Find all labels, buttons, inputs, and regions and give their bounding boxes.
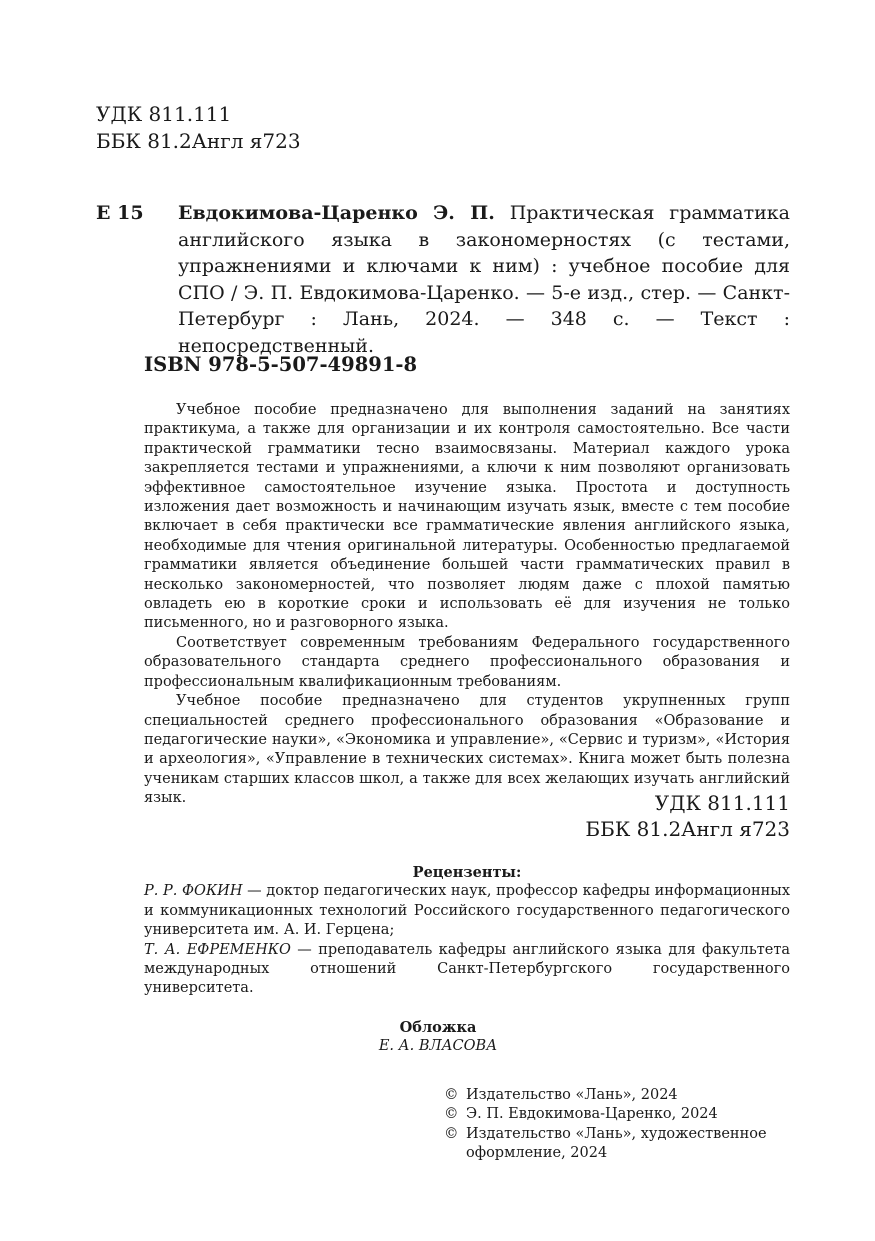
bibliographic-record xyxy=(96,200,790,359)
bottom-classification-codes xyxy=(560,790,790,842)
cover-heading: Обложка xyxy=(399,1019,477,1036)
reviewer-description: — преподаватель кафедры английского языка для факультета международных отношений Санкт-Петербургского государственного университета. xyxy=(144,941,790,997)
copyright-text: Издательство «Лань», 2024 xyxy=(466,1087,678,1103)
bibliographic-description: Практическая грамматика английского языка в закономерностях (с тестами, упражнениями и ключами к ним) : учебное пособие для СПО / Э. П. Евдокимова-Царенко. — 5-е изд., стер. — Санкт-Петербург : Лань, 2024. — 348 с. — Текст : непосредственный. xyxy=(178,202,790,357)
reviewer-name: Р. Р. ФОКИН xyxy=(144,883,243,900)
copyright-symbol: © xyxy=(444,1087,459,1103)
reviewer-entry xyxy=(144,882,790,940)
copyright-symbol: © xyxy=(444,1106,459,1123)
copyright-line xyxy=(444,1086,790,1105)
udk-code: УДК 811.111 xyxy=(96,102,232,126)
reviewers-heading: Рецензенты: xyxy=(412,864,522,881)
bibliographic-entry xyxy=(178,200,790,359)
annotation-paragraph: Соответствует современным требованиям Федерального государственного образовательного стандарта среднего профессионального образования и профессиональным квалификационным требованиям. xyxy=(144,634,790,690)
copyright-line xyxy=(444,1105,790,1124)
reviewer-description: — доктор педагогических наук, профессор кафедры информационных и коммуникационных технологий Российского государственного педагогического университета им. А. И. Герцена; xyxy=(144,883,790,939)
isbn: ISBN 978-5-507-49891-8 xyxy=(144,353,418,376)
cover-credit xyxy=(300,1018,576,1057)
reviewer-entry xyxy=(144,941,790,999)
copyright-text: Э. П. Евдокимова-Царенко, 2024 xyxy=(466,1106,718,1123)
author-mark: Е 15 xyxy=(96,202,144,224)
copyright-text: Издательство «Лань», художественное оформление, 2024 xyxy=(466,1125,767,1162)
top-classification-codes xyxy=(96,101,301,155)
udk-code-bottom: УДК 811.111 xyxy=(654,791,790,815)
copyright-symbol: © xyxy=(444,1125,459,1142)
reviewers-section xyxy=(144,863,790,999)
copyright-line xyxy=(444,1125,790,1164)
annotation-paragraph: Учебное пособие предназначено для выполнения заданий на занятиях практикума, а также для организации и их контроля самостоятельно. Все части практической грамматики тесно взаимосвязаны. Материал каждого урока закрепляется тестами и упражнениями, а ключи к ним позволяют организовать эффективное самостоятельное изучение языка. Простота и доступность изложения дает возможность и начинающим изучать язык, вместе с тем пособие включает в себя практически все грамматические явления английского языка, необходимые для чтения оригинальной литературы. Особенностью предлагаемой грамматики является объединение большей части грамматических правил в несколько закономерностей, что позволяет людям даже с плохой памятью овладеть ею в короткие сроки и использовать её для изучения не только письменного, но и разговорного языка. xyxy=(144,402,790,632)
bbk-code: ББК 81.2Англ я723 xyxy=(96,129,301,153)
cover-artist: Е. А. ВЛАСОВА xyxy=(378,1038,498,1055)
bbk-code-bottom: ББК 81.2Англ я723 xyxy=(585,817,790,841)
copyright-block xyxy=(444,1086,790,1164)
reviewer-name: Т. А. ЕФРЕМЕНКО xyxy=(144,941,291,958)
author-name: Евдокимова-Царенко Э. П. xyxy=(178,202,495,224)
annotation xyxy=(144,401,790,809)
annotation-paragraph: Учебное пособие предназначено для студентов укрупненных групп специальностей среднего профессионального образования «Образование и педагогические науки», «Экономика и управление», «Сервис и туризм», «История и археология», «Управление в технических системах». Книга может быть полезна ученикам старших классов школ, а также для всех желающих изучать английский язык. xyxy=(144,693,790,807)
